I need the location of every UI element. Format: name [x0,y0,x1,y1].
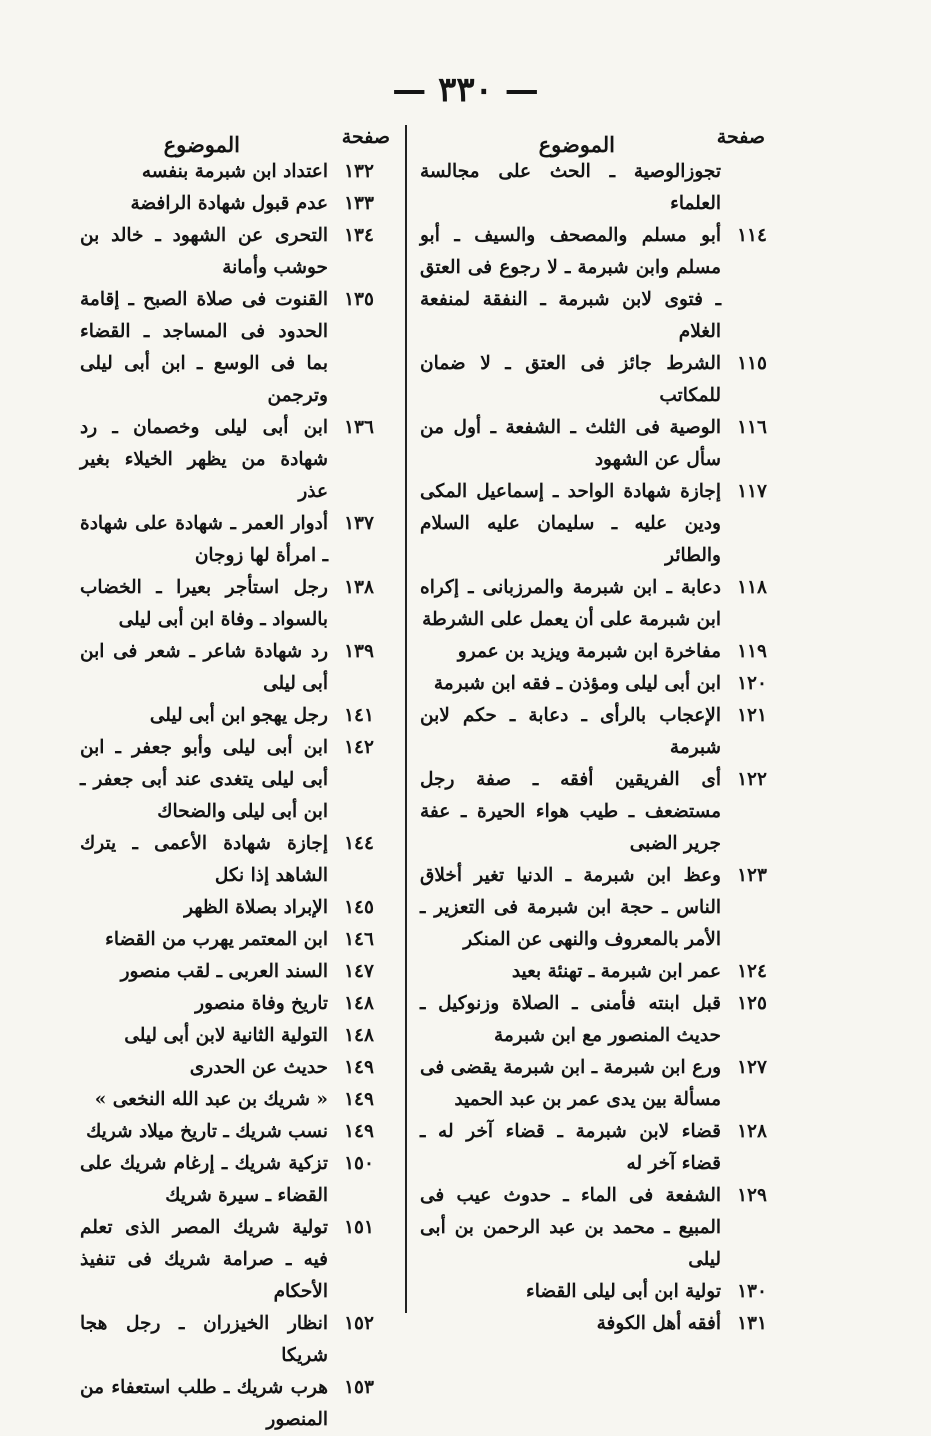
index-entry [80,700,390,732]
index-entry [420,1308,767,1340]
entry-page-number: ١٤٨ [344,993,374,1014]
entry-page-number: ١٣٧ [344,513,374,534]
entry-topic: الإبراد بصلاة الظهر [184,897,328,918]
entry-page-number: ١٣٩ [344,641,374,662]
index-entry [420,860,767,956]
right-column-header [420,118,765,157]
index-entry [420,988,767,1052]
entry-topic: تولية ابن أبى ليلى القضاء [526,1281,721,1302]
index-entry [80,636,390,700]
entry-topic: تزكية شريك ـ إرغام شريك على القضاء ـ سيرة شريك [80,1153,328,1206]
header-topic-label: الموضوع [538,132,615,157]
entry-page-number: ١٢٤ [737,961,767,982]
entry-page-number: ١٤٧ [344,961,374,982]
entry-topic: الإعجاب بالرأى ـ دعابة ـ حكم لابن شبرمة [420,705,721,758]
index-entry [420,1116,767,1180]
index-entry [420,572,767,636]
entry-topic: انظار الخيزران ـ رجل هجا شريكا [80,1313,328,1366]
page-number: — ٣٣٠ — [392,70,539,110]
entry-page-number: ١١٤ [737,225,767,246]
index-entry [80,1020,390,1052]
index-entry [420,764,767,860]
entry-page-number: ١٢١ [737,705,767,726]
entry-page-number: ١٤١ [344,705,374,726]
entry-topic: إجازة شهادة الواحد ـ إسماعيل المكى ودين عليه ـ سليمان عليه السلام والطائر [420,481,721,566]
right-entries-list [420,156,767,1340]
entry-page-number: ١٣٠ [737,1281,767,1302]
entry-page-number: ١٣٤ [344,225,374,246]
index-entry [80,412,390,508]
index-entry [80,1148,390,1212]
entry-page-number: ١٤٦ [344,929,374,950]
index-entry [80,1084,390,1116]
entry-topic: قضاء لابن شبرمة ـ قضاء آخر له ـ قضاء آخر له [420,1121,721,1174]
entry-topic: دعابة ـ ابن شبرمة والمرزبانى ـ إكراه ابن شبرمة على أن يعمل على الشرطة [420,577,721,630]
entry-topic: ابن أبى ليلى وأبو جعفر ـ ابن أبى ليلى يتغدى عند أبى جعفر ـ ابن أبى ليلى والضحاك [80,737,328,822]
index-entry [80,284,390,412]
entry-page-number: ١٣٨ [344,577,374,598]
entry-page-number: ١٥٢ [344,1313,374,1334]
entry-page-number: ١٥٠ [344,1153,374,1174]
entry-topic: عدم قبول شهادة الرافضة [130,193,328,214]
entry-topic: ورع ابن شبرمة ـ ابن شبرمة يقضى فى مسألة بين يدى عمر بن عبد الحميد [420,1057,721,1110]
entry-topic: رجل استأجر بعيرا ـ الخضاب بالسواد ـ وفاة ابن أبى ليلى [80,577,328,630]
entry-topic: ابن المعتمر يهرب من القضاء [105,929,328,950]
index-entry [80,188,390,220]
index-entry [80,220,390,284]
entry-page-number: ١٢٥ [737,993,767,1014]
index-entry [420,348,767,412]
index-entry [420,636,767,668]
entry-page-number: ١٤٩ [344,1121,374,1142]
index-entry [420,668,767,700]
index-entry [420,1180,767,1276]
entry-page-number: ١١٨ [737,577,767,598]
entry-topic: ابن أبى ليلى وخصمان ـ رد شهادة من يظهر الخيلاء بغير عذر [80,417,328,502]
entry-topic: التحرى عن الشهود ـ خالد بن حوشب وأمانة [80,225,328,278]
entry-topic: رد شهادة شاعر ـ شعر فى ابن أبى ليلى [80,641,328,694]
entry-page-number: ١٣٣ [344,193,374,214]
index-entry [420,156,725,220]
entry-page-number: ١٤٨ [344,1025,374,1046]
entry-topic: القنوت فى صلاة الصبح ـ إقامة الحدود فى المساجد ـ القضاء بما فى الوسع ـ ابن أبى ليلى وترجمن [80,289,328,406]
entry-topic: إجازة شهادة الأعمى ـ يترك الشاهد إذا نكل [80,833,328,886]
index-entry [80,1372,390,1436]
entry-topic: مفاخرة ابن شبرمة ويزيد بن عمرو [457,641,721,662]
entry-page-number: ١٢٢ [737,769,767,790]
entry-page-number: ١٤٤ [344,833,374,854]
entry-page-number: ١٢٩ [737,1185,767,1206]
index-entry [80,1308,390,1372]
entry-topic: عمر ابن شبرمة ـ تهنئة بعيد [511,961,721,982]
index-entry [420,1276,767,1308]
entry-page-number: ١٤٢ [344,737,374,758]
entry-topic: الشرط جائز فى العتق ـ لا ضمان للمكاتب [420,353,721,406]
index-entry [80,732,390,828]
entry-topic: الوصية فى الثلث ـ الشفعة ـ أول من سأل عن الشهود [420,417,721,470]
entry-page-number: ١٥٣ [344,1377,374,1398]
index-entry [80,572,390,636]
index-entry [80,924,390,956]
index-entry [80,1052,390,1084]
index-entry [420,956,767,988]
index-entry [80,988,390,1020]
index-entry [80,1116,390,1148]
entry-topic: تجوزالوصية ـ الحث على مجالسة العلماء [420,161,721,214]
index-entry [80,1212,390,1308]
entry-page-number: ١٣١ [737,1313,767,1334]
entry-topic: حديث عن الحدرى [189,1057,328,1078]
entry-page-number: ١٣٦ [344,417,374,438]
index-entry [420,700,767,764]
header-page-label: صفحة [716,126,765,148]
column-divider [405,125,407,1313]
entry-page-number: ١٣٥ [344,289,374,310]
entry-topic: أبو مسلم والمصحف والسيف ـ أبو مسلم وابن شبرمة ـ لا رجوع فى العتق ـ فتوى لابن شبرمة ـ النفقة لمنفعة الغلام [420,225,721,342]
entry-page-number: ١٢٣ [737,865,767,886]
entry-page-number: ١١٧ [737,481,767,502]
left-entries-list [80,156,390,1436]
index-entry [80,892,390,924]
entry-topic: نسب شريك ـ تاريخ ميلاد شريك [86,1121,328,1142]
entry-page-number: ١٢٧ [737,1057,767,1078]
entry-topic: رجل يهجو ابن أبى ليلى [149,705,328,726]
entry-page-number: ١٢٠ [737,673,767,694]
entry-topic: التولية الثانية لابن أبى ليلى [124,1025,328,1046]
entry-page-number: ١٤٩ [344,1089,374,1110]
entry-topic: وعظ ابن شبرمة ـ الدنيا تغير أخلاق الناس ـ حجة ابن شبرمة فى التعزير ـ الأمر بالمعروف والنهى عن المنكر [420,865,721,950]
entry-topic: هرب شريك ـ طلب استعفاء من المنصور [80,1377,328,1430]
entry-topic: تولية شريك المصر الذى تعلم فيه ـ صرامة شريك فى تنفيذ الأحكام [80,1217,328,1302]
header-page-label: صفحة [341,126,390,148]
entry-topic: ابن أبى ليلى ومؤذن ـ فقه ابن شبرمة [433,673,721,694]
index-entry [420,220,767,348]
entry-topic: قبل ابنته فأمنى ـ الصلاة وزنوكيل ـ حديث المنصور مع ابن شبرمة [420,993,721,1046]
entry-page-number: ١١٦ [737,417,767,438]
entry-page-number: ١١٥ [737,353,767,374]
entry-page-number: ١٣٢ [344,161,374,182]
entry-topic: « شريك بن عبد الله النخعى » [94,1089,328,1110]
left-column [80,118,390,1436]
index-entry [80,828,390,892]
index-entry [80,956,390,988]
entry-topic: تاريخ وفاة منصور [195,993,328,1014]
entry-topic: أى الفريقين أفقه ـ صفة رجل مستضعف ـ طيب هواء الحيرة ـ عفة جرير الضبى [420,769,721,854]
entry-topic: اعتداد ابن شبرمة بنفسه [141,161,328,182]
index-entry [420,476,767,572]
entry-topic: الشفعة فى الماء ـ حدوث عيب فى المبيع ـ محمد بن عبد الرحمن بن أبى ليلى [420,1185,721,1270]
index-entry [420,1052,767,1116]
header-topic-label: الموضوع [163,132,240,157]
right-column [420,118,767,1340]
index-entry [420,412,767,476]
index-entry [80,508,390,572]
entry-topic: أفقه أهل الكوفة [596,1313,721,1334]
left-column-header [80,118,390,156]
entry-page-number: ١٥١ [344,1217,374,1238]
index-entry [80,156,390,188]
entry-page-number: ١١٩ [737,641,767,662]
entry-page-number: ١٤٥ [344,897,374,918]
entry-topic: السند العربى ـ لقب منصور [120,961,328,982]
entry-page-number: ١٢٨ [737,1121,767,1142]
entry-page-number: ١٤٩ [344,1057,374,1078]
entry-topic: أدوار العمر ـ شهادة على شهادة ـ امرأة لها زوجان [80,513,328,566]
